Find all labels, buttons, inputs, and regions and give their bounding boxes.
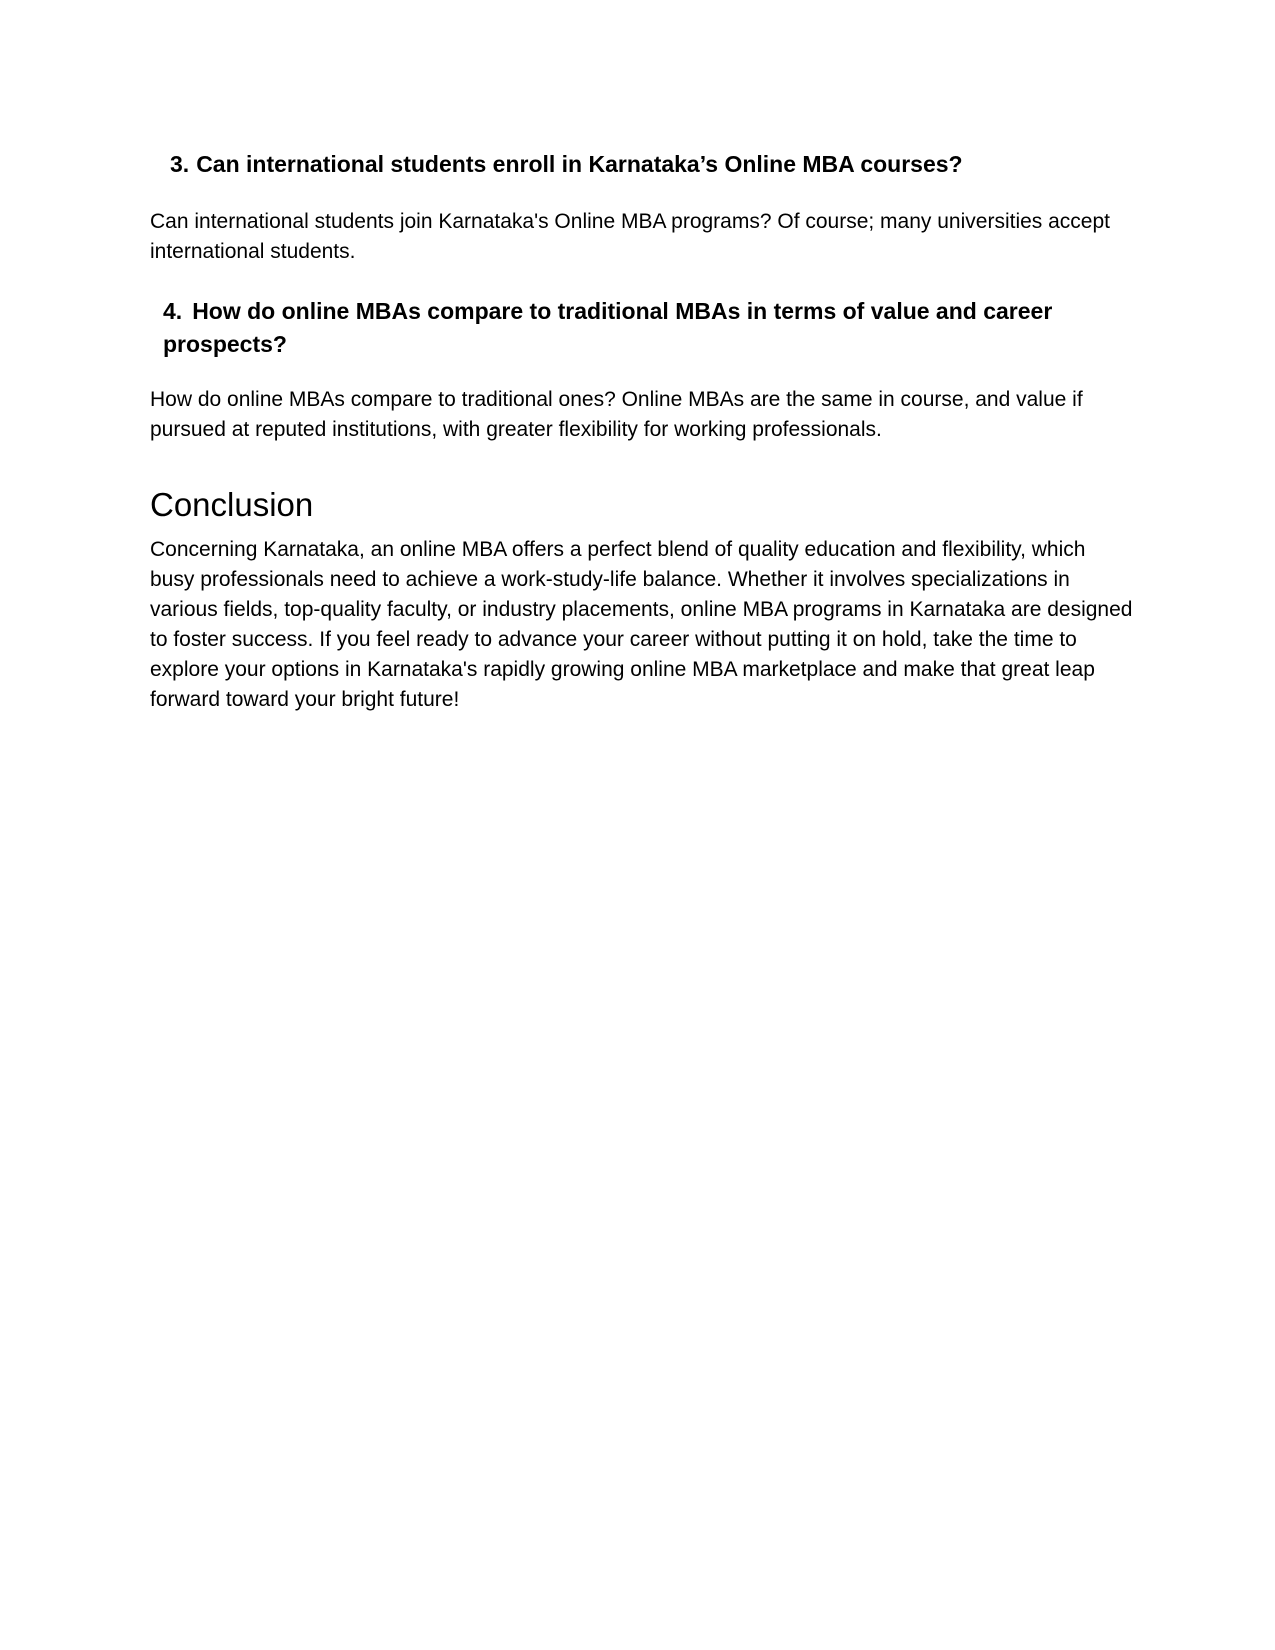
conclusion-paragraph: Concerning Karnataka, an online MBA offers a perfect blend of quality education and flexibility, which busy professionals need to achieve a work-study-life balance. Whether it involves specializations in various fields, top-quality faculty, or industry placements, online MBA programs in Karnataka are designed to foster success. If you feel ready to advance your career without putting it on hold, take the time to explore your options in Karnataka's rapidly growing online MBA marketplace and make that great leap forward toward your bright future! (150, 538, 1133, 711)
faq-number-3: 3. (170, 151, 190, 177)
faq-answer-4: How do online MBAs compare to traditional ones? Online MBAs are the same in course, and value if pursued at reputed institutions, with greater flexibility for working professionals. (150, 388, 1083, 441)
faq-question-text-4: How do online MBAs compare to traditional MBAs in terms of value and career prospects? (163, 298, 1053, 357)
faq-question-4 (150, 295, 1135, 361)
faq-answer-3: Can international students join Karnataka's Online MBA programs? Of course; many universities accept international students. (150, 210, 1110, 263)
faq-question-text-3: Can international students enroll in Karnataka’s Online MBA courses? (196, 151, 963, 177)
faq-number-4: 4. (163, 298, 183, 324)
faq-question-3 (150, 148, 1135, 181)
document-content (150, 148, 1135, 715)
conclusion-heading: Conclusion (150, 486, 314, 523)
